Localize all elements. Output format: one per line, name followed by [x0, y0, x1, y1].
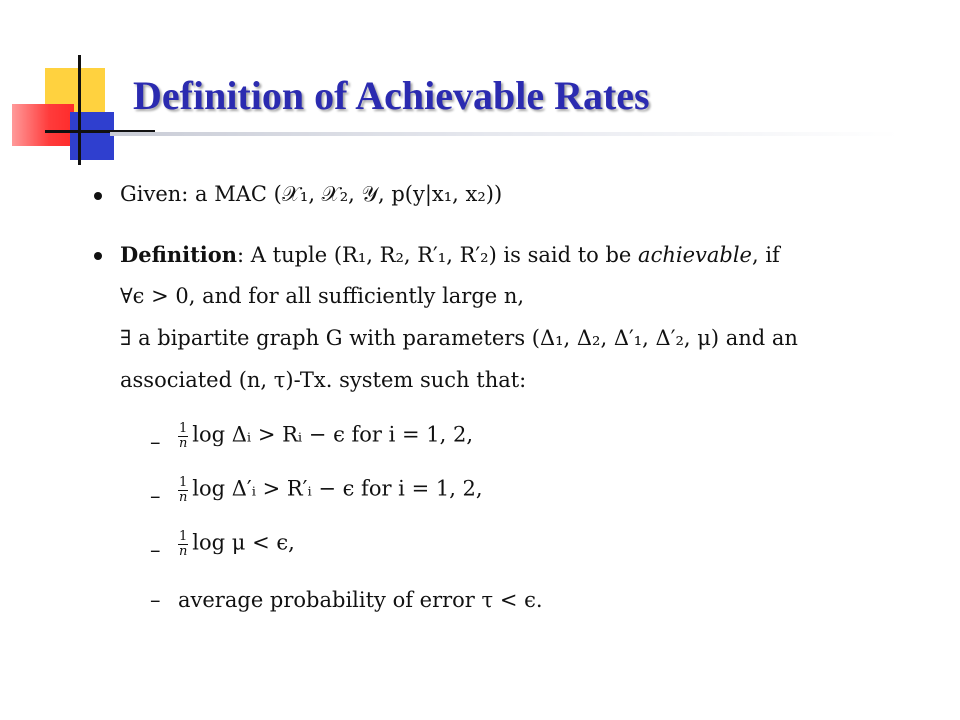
definition-line1-rest: : A tuple (R₁, R₂, R′₁, R′₂) is said to be — [237, 243, 639, 267]
fraction: $\frac{1}{n}$ — [178, 475, 188, 505]
achievable-word: achievable — [638, 243, 752, 267]
decor-blue-square — [70, 112, 114, 160]
bullet-definition-line4: associated (n, τ)-Tx. system such that: — [120, 368, 527, 392]
bullet-definition-line2: ∀ϵ > 0, and for all sufficiently large n, — [120, 284, 525, 308]
sub-item-error-prob: average probability of error τ < ϵ. — [178, 588, 543, 612]
fraction: $\frac{1}{n}$ — [178, 421, 188, 451]
bullet-dot — [94, 192, 102, 200]
definition-line1-end: , if — [751, 243, 780, 267]
fraction: $\frac{1}{n}$ — [178, 529, 188, 559]
sub-dash: – — [150, 588, 161, 612]
sub-dash: – — [150, 430, 161, 454]
sub-dash: – — [150, 484, 161, 508]
sub-dash: – — [150, 538, 161, 562]
slide-title: Definition of Achievable Rates — [133, 73, 650, 118]
bullet-definition-line1 — [120, 244, 780, 266]
bullet-definition-line3: ∃ a bipartite graph G with parameters (Δ₁, Δ₂, Δ′₁, Δ′₂, μ) and an — [120, 326, 798, 350]
title-underline-rule — [110, 132, 900, 136]
sub-item-log-mu: $\frac{1}{n}$ log μ < ϵ, — [178, 529, 295, 559]
decor-red-square — [12, 104, 74, 146]
definition-lead: Definition — [120, 242, 238, 267]
bullet-given: Given: a MAC (𝒳₁, 𝒳₂, 𝒴, p(y|x₁, x₂)) — [120, 182, 503, 206]
sub-item-log-delta-prime: $\frac{1}{n}$ log Δ′ᵢ > R′ᵢ − ϵ for i = 1, 2, — [178, 475, 483, 505]
sub-item-log-delta: $\frac{1}{n}$ log Δᵢ > Rᵢ − ϵ for i = 1, 2, — [178, 421, 474, 451]
bullet-dot — [94, 252, 102, 260]
decor-vertical-line — [78, 55, 81, 165]
